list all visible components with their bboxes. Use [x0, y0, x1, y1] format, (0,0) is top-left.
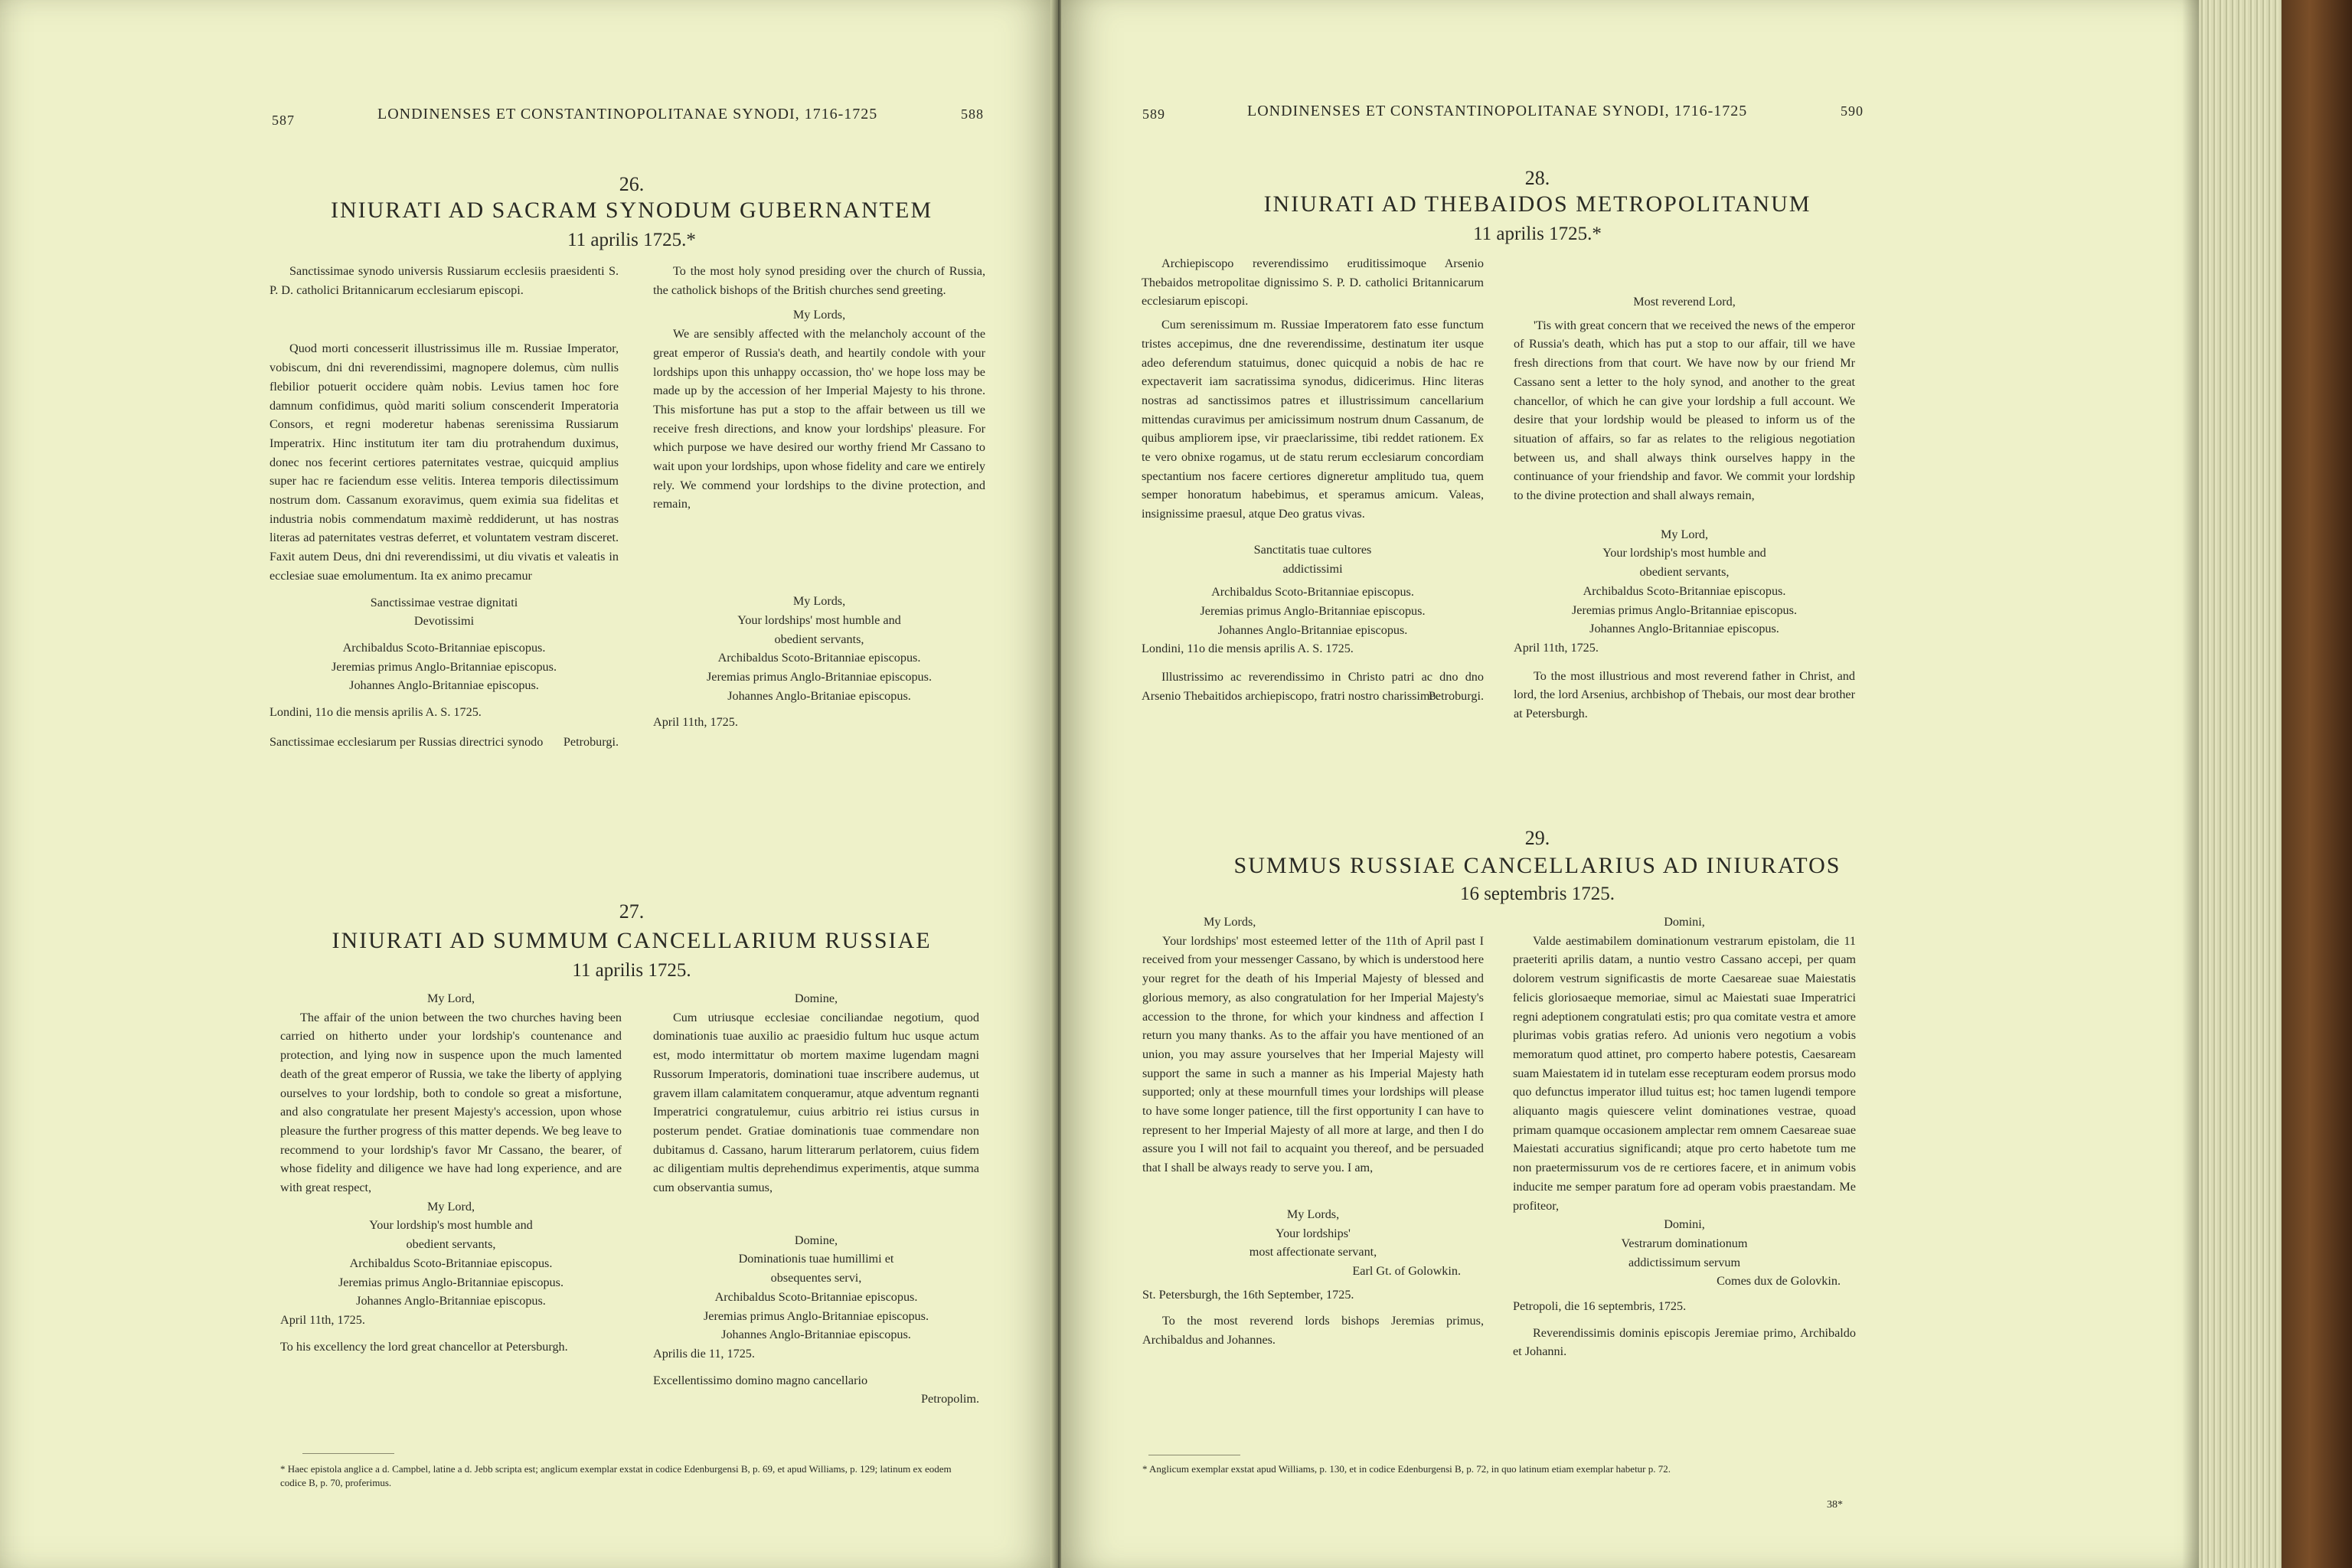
latin-closing: Domine,	[794, 1233, 838, 1247]
document-number-28: 28.	[1524, 167, 1550, 189]
latin-dateline: Aprilis die 11, 1725.	[653, 1346, 755, 1361]
latin-closing: Dominationis tuae humillimi et	[738, 1252, 894, 1266]
latin-direction-place: Petropolim.	[921, 1392, 979, 1406]
latin-direction: Excellentissimo domino magno cancellario	[653, 1373, 868, 1387]
latin-salutation: Domine,	[794, 991, 838, 1005]
document-number-27: 27.	[619, 900, 645, 923]
english-closing: My Lord,	[1660, 527, 1709, 541]
signatory: Johannes Anglo-Britanniae episcopus.	[721, 1328, 911, 1342]
english-dateline: April 11th, 1725.	[1514, 640, 1599, 655]
running-header: LONDINENSES ET CONSTANTINOPOLITANAE SYNODI, 1716-1725	[1247, 103, 1748, 119]
book-cover	[2282, 0, 2352, 1568]
latin-direction-place: Petroburgi.	[563, 735, 619, 750]
english-column-26	[653, 262, 985, 732]
latin-address: Archiepiscopo reverendissimo eruditissimoque Arsenio Thebaidos metropolitae dignissimo S. P. D. catholici Britannicarum ecclesiarum episcopi.	[1142, 256, 1484, 309]
latin-closing: addictissimum servum	[1628, 1255, 1741, 1269]
latin-closing: Sanctitatis tuae cultores	[1253, 542, 1372, 557]
footnote-rule	[302, 1453, 394, 1454]
document-title-29: SUMMUS RUSSIAE CANCELLARIUS AD INIURATOS	[1233, 853, 1841, 878]
english-direction: To his excellency the lord great chancellor at Petersburgh.	[280, 1339, 568, 1354]
document-number-29: 29.	[1524, 827, 1550, 849]
english-salutation: Most reverend Lord,	[1633, 295, 1736, 309]
english-dateline: St. Petersburgh, the 16th September, 1725.	[1142, 1287, 1354, 1302]
signatory: Jeremias primus Anglo-Britanniae episcopus.	[1571, 603, 1797, 617]
english-salutation: My Lords,	[1204, 915, 1256, 929]
footnote: * Haec epistola anglice a d. Campbel, latine a d. Jebb scripta est; anglicum exemplar exstat in codice Edenburgensi B, p. 69, et apud Williams, p. 129; latinum ex eodem codice B, p. 70, proferimus.	[280, 1463, 952, 1488]
latin-body: Cum serenissimum m. Russiae Imperatorem fato esse functum tristes accepimus, dne dne reverendissime, destinatum iter usque adeo deferendum statuimus, donec quicquid a nobis de hac re expectaverit iam sacratissima synodus, didicerimus. Hinc literas nostras ad sanctissimos patres et illustrissimum cancellarium mittendas curavimus per amicissimum nostrum dnum Cassanum, de quibus ampliorem ipse, vir praeclarissime, tibi reddet rationem. Ex te vero obnixe rogamus, ut de statu rerum ecclesiarum concordiam spectantium nos facere certiores digneretur amplitudo tua, quem semper honoratum habebimus, et speramus amicum. Valeas, insignissime praesul, atque Deo gratus vivas.	[1142, 318, 1484, 521]
document-title-26: INIURATI AD SACRAM SYNODUM GUBERNANTEM	[330, 198, 933, 223]
footnote: * Anglicum exemplar exstat apud Williams, p. 130, et in codice Edenburgensi B, p. 72, in quo latinum etiam exemplar habetur p. 72.	[1142, 1463, 1671, 1475]
latin-closing: Domini,	[1664, 1217, 1705, 1232]
latin-column-26	[270, 262, 619, 752]
signatory: Archibaldus Scoto-Britanniae episcopus.	[1583, 583, 1786, 598]
english-column-27	[280, 989, 622, 1356]
document-date-26: 11 aprilis 1725.*	[567, 230, 696, 250]
latin-column-28	[1142, 254, 1484, 706]
english-closing: Your lordships'	[1276, 1226, 1351, 1240]
english-body: We are sensibly affected with the melancholy account of the great emperor of Russia's death, and heartily condole with your lordships upon this unhappy occassion, tho' we hope loss may be made up by the accession of her Imperial Majesty to his throne. This misfortune has put a stop to the affair between us till we receive fresh directions, and know your lordships' pleasure. For which purpose we have desired our worthy friend Mr Cassano to wait upon your lordships, upon whose fidelity and care we entirely rely. We commend your lordships to the divine protection, and remain,	[653, 327, 985, 511]
latin-dateline: Londini, 11o die mensis aprilis A. S. 1725.	[270, 705, 482, 720]
latin-dateline: Petropoli, die 16 septembris, 1725.	[1513, 1299, 1687, 1314]
signatory: Jeremias primus Anglo-Britanniae episcopus.	[706, 669, 932, 684]
english-direction: To the most reverend lords bishops Jeremias primus, Archibaldus and Johannes.	[1142, 1314, 1484, 1348]
signatory: Johannes Anglo-Britanniae episcopus.	[356, 1294, 546, 1308]
english-closing: Earl Gt. of Golowkin.	[1352, 1263, 1461, 1278]
document-date-28: 11 aprilis 1725.*	[1473, 224, 1602, 244]
signatory: Archibaldus Scoto-Britanniae episcopus.	[1211, 585, 1414, 599]
english-direction: To the most illustrious and most reverend father in Christ, and lord, the lord Arsenius, archbishop of Thebais, our most dear brother at Petersburgh.	[1514, 668, 1855, 721]
latin-body: Valde aestimabilem dominationum vestrarum epistolam, die 11 praeteriti aprilis datam, a nuntio vestro Cassano accepi, per quam dolorem vestrum significastis de morte Caesareae suae Maiestatis felicis gloriosaeque memoriae, simul ac Maiestati suae Imperatrici regni adeptionem congratulati estis; pro qua comitate vestra et amore plurimas vobis gratias refero. Ad unionis vero negotium a vobis memoratum quod attinet, pro comperto habere potestis, Caesaream suam Maiestatem id in tutelam esse recepturam eodem prorsus modo quo defunctus imperator illud tuitus est; hoc tamen lugendi tempore aliquanto magis quiescere velint dominationes vestrae, quoad primam quamque occasionem amplectar rem omnem Caesareae suae Maiestati accuratius significandi; atque pro certo habetote tum me non praetermissurum vos de re certiores facere, et in animum vobis inducite me semper paratum fore ad operam vobis praestandam. Me profiteor,	[1513, 933, 1856, 1213]
signatory: Jeremias primus Anglo-Britanniae episcopus.	[1200, 603, 1426, 618]
english-dateline: April 11th, 1725.	[653, 715, 738, 730]
signatory: Johannes Anglo-Britanniae episcopus.	[1217, 622, 1408, 637]
latin-direction: Reverendissimis dominis episcopis Jeremiae primo, Archibaldo et Johanni.	[1513, 1325, 1856, 1359]
english-dateline: April 11th, 1725.	[280, 1312, 365, 1327]
latin-direction: Sanctissimae ecclesiarum per Russias directrici synodo	[270, 734, 544, 749]
latin-closing: Sanctissimae vestrae dignitati	[370, 595, 518, 609]
english-closing: My Lord,	[426, 1199, 475, 1214]
page-number-589: 589	[1142, 106, 1165, 122]
english-address: To the most holy synod presiding over the church of Russia, the catholick bishops of the British churches send greeting.	[653, 264, 985, 297]
document-date-27: 11 aprilis 1725.	[572, 960, 691, 981]
latin-closing: Comes dux de Golovkin.	[1717, 1274, 1841, 1289]
signatory: Jeremias primus Anglo-Britanniae episcopus.	[703, 1308, 929, 1323]
english-closing: obedient servants,	[774, 632, 864, 646]
signature-mark: 38*	[1827, 1499, 1843, 1511]
document-title-28: INIURATI AD THEBAIDOS METROPOLITANUM	[1263, 191, 1811, 217]
english-closing: My Lords,	[1286, 1207, 1340, 1221]
english-column-28	[1514, 254, 1855, 724]
english-closing: My Lords,	[792, 594, 846, 609]
document-date-29: 16 septembris 1725.	[1459, 884, 1615, 904]
latin-body: Cum utriusque ecclesiae conciliandae negotium, quod dominationis tuae auxilio ac praesidio fultum huc usque actum est, modo intermittatur ob mortem maxime lugendam magni Russorum Imperatoris, dominationi tuae inscribere audemus, ut gravem illam calamitatem conqueramur, atque adventum regnanti Imperatrici congratulemur, cuius arbitrio rei istius cursus in posterum pendet. Gratiae dominationis tuae commendare non dubitamus d. Cassano, harum litterarum perlatorem, cuius fidem ac diligentiam multis deprehendimus experimentis, atque summa cum observantia sumus,	[653, 1010, 979, 1195]
signatory: Johannes Anglo-Britanniae episcopus.	[349, 678, 539, 693]
latin-column-29	[1513, 913, 1856, 1361]
signatory: Johannes Anglo-Britanniae episcopus.	[1589, 622, 1779, 636]
right-page	[1061, 0, 2199, 1568]
english-closing: obedient servants,	[1639, 565, 1730, 580]
english-closing: Your lordship's most humble and	[369, 1218, 533, 1233]
english-body: Your lordships' most esteemed letter of the 11th of April past I received from your messenger Cassano, by which is understood here your regret for the death of his Imperial Majesty of blessed and glorious memory, as also congratulation for her Imperial Majesty's accession to the throne, for which your kindness and affection I return you many thanks. As to the affair you have mentioned of an union, you may assure yourselves that her Imperial Majesty will support the same in such a manner as his Imperial Majesty hath supported; only at these mournfull times your lordships will please to have some longer patience, till the first opportunity I can have to represent to her Imperial Majesty of all more at large, and then I do assure you I will not fail to acquaint you thereof, and be persuaded that I shall be always ready to serve you. I am,	[1142, 933, 1484, 1175]
english-closing: most affectionate servant,	[1249, 1245, 1377, 1259]
latin-closing: obsequentes servi,	[770, 1271, 862, 1285]
page-number-590: 590	[1841, 103, 1864, 119]
english-salutation: My Lords,	[792, 308, 846, 322]
english-closing: Your lordship's most humble and	[1602, 546, 1766, 560]
signatory: Archibaldus Scoto-Britanniae episcopus.	[717, 651, 921, 665]
english-column-29	[1142, 913, 1484, 1350]
signatory: Johannes Anglo-Britaniae episcopus.	[727, 688, 911, 703]
english-body: The affair of the union between the two churches having been carried on hitherto under your lordship's countenance and protection, and lying now in suspence upon the much lamented death of the great emperor of Russia, we take the liberty of applying ourselves to your lordship, both to condole so great a misfortune, and also congratulate her present Majesty's accession, upon whose pleasure the further progress of this matter depends. We beg leave to recommend to your lordship's favor Mr Cassano, the bearer, of whose fidelity and diligence we have had long experience, and are with great respect,	[280, 1010, 622, 1195]
signatory: Jeremias primus Anglo-Britanniae episcopus.	[338, 1275, 564, 1289]
latin-direction: Illustrissimo ac reverendissimo in Christo patri ac dno dno Arsenio Thebaitidos archiepiscopo, fratri nostro charissimo.	[1142, 670, 1484, 703]
document-title-27: INIURATI AD SUMMUM CANCELLARIUM RUSSIAE	[332, 928, 932, 953]
left-page	[0, 0, 1057, 1568]
signatory: Archibaldus Scoto-Britanniae episcopus.	[714, 1289, 918, 1304]
english-closing: obedient servants,	[406, 1237, 496, 1252]
english-closing: Your lordships' most humble and	[737, 612, 901, 627]
page-number-588: 588	[961, 106, 984, 122]
latin-salutation: Domini,	[1664, 915, 1705, 929]
latin-closing: Vestrarum dominationum	[1621, 1236, 1748, 1250]
signatory: Archibaldus Scoto-Britanniae episcopus.	[342, 640, 546, 655]
signatory: Jeremias primus Anglo-Britanniae episcopus.	[331, 659, 557, 674]
latin-closing: Devotissimi	[413, 614, 475, 629]
english-body: 'Tis with great concern that we received the news of the emperor of Russia's death, which has put a stop to our affair, till we have fresh directions from that court. We have now by our friend Mr Cassano sent a letter to the holy synod, and another to the great chancellor, of which he can give your lordship a full account. We desire that your lordship would be pleased to inform us of the situation of affairs, so far as relates to the religious negotiation between us, and shall always think ourselves happy in the continuance of your friendship and favor. We commit your lordship to the divine protection and shall always remain,	[1514, 318, 1855, 503]
latin-dateline: Londini, 11o die mensis aprilis A. S. 1725.	[1142, 642, 1354, 656]
latin-direction-place: Petroburgi.	[1428, 689, 1484, 704]
latin-column-27	[653, 989, 979, 1409]
latin-address: Sanctissimae synodo universis Russiarum ecclesiis praesidenti S. P. D. catholici Britannicarum ecclesiarum episcopi.	[270, 264, 619, 297]
english-salutation: My Lord,	[426, 991, 475, 1005]
latin-closing: addictissimi	[1282, 561, 1343, 576]
running-header: LONDINENSES ET CONSTANTINOPOLITANAE SYNODI, 1716-1725	[377, 106, 878, 122]
signatory: Archibaldus Scoto-Britanniae episcopus.	[349, 1256, 553, 1270]
document-number-26: 26.	[619, 173, 645, 195]
latin-body: Quod morti concesserit illustrissimus ille m. Russiae Imperator, vobiscum, dni dni reverendissimi, magnopere dolemus, cùm nullis flebilior potuerit occidere quàm nobis. Levius tamen hoc fore damnum confidimus, quòd mariti solium conscenderit Imperatoria Consors, et regni moderetur habenas serenissima Russiarum Imperatrix. Hinc institutum iter tam diu protrahendum duximus, donec nos fecerint certiores paternitates vestrae, quicquid amplius super hac re faciendum esse velitis. Interea temporis dilectissimum nostrum dom. Cassanum exoravimus, quem eximia sua fidelitas et industria nobis commendatum maximè reddiderunt, ut has nostras literas ad paternitates vestras deferret, et voluntatem vestram disceret. Faxit autem Deus, dni dni reverendissimi, ut diu vivatis et valeatis in ecclesiae suae emolumentum. Ita ex animo precamur	[270, 341, 619, 583]
page-number-587: 587	[272, 113, 295, 128]
